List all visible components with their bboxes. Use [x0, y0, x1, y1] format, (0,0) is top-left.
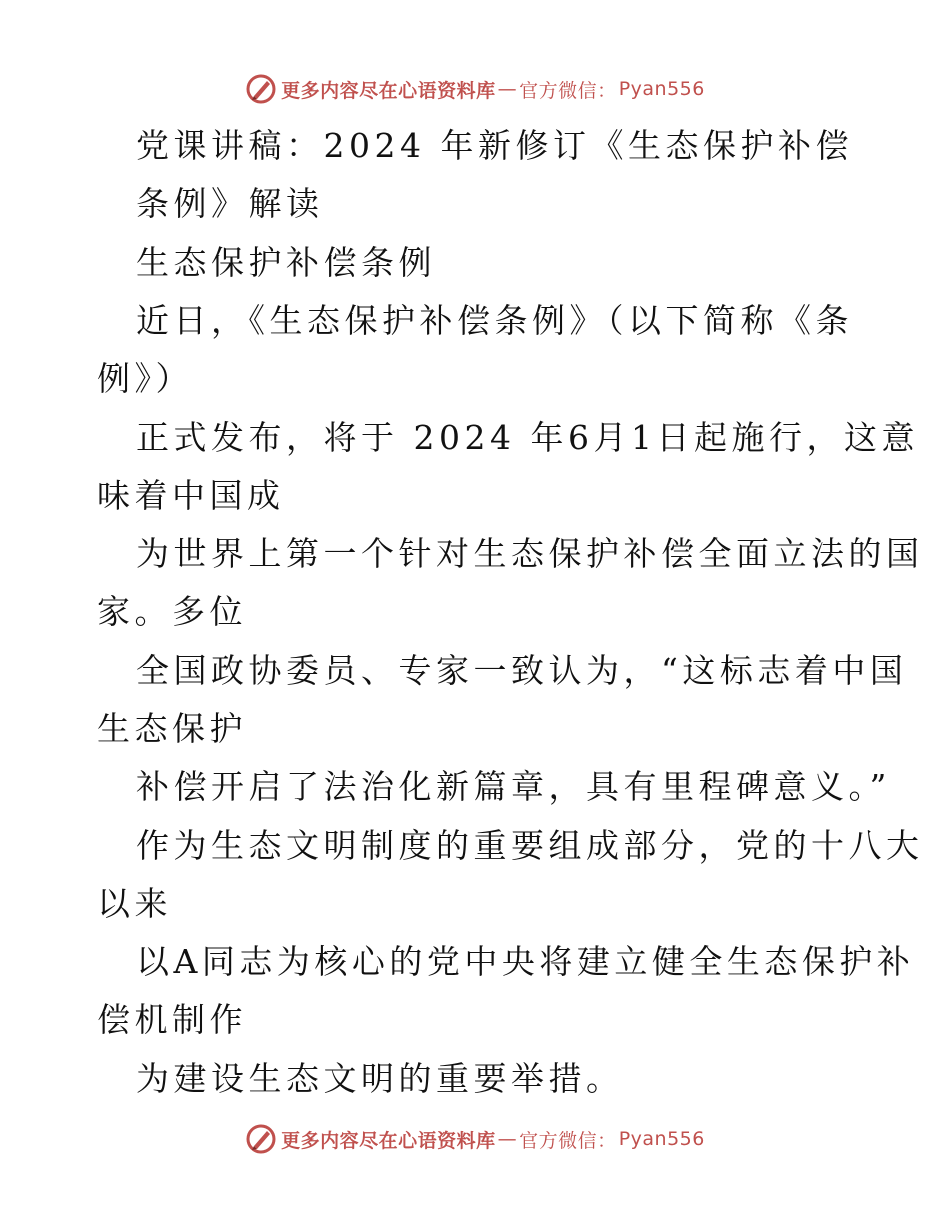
pen-logo-icon	[245, 1123, 277, 1155]
banner-official-label: 官方微信：	[519, 79, 617, 102]
doc-paragraph-line: 全国政协委员、专家一致认为，“这标志着中国	[136, 651, 908, 690]
doc-paragraph-line: 补偿开启了法治化新篇章，具有里程碑意义。”	[136, 767, 891, 806]
doc-paragraph-line: 家。多位	[97, 592, 247, 631]
doc-paragraph-line: 例》）	[97, 359, 193, 398]
banner-brand-text: 更多内容尽在心语资料库	[281, 1129, 496, 1152]
doc-title-line-2: 条例》解读	[136, 184, 324, 223]
doc-paragraph-line: 正式发布，将于 2024 年6月1日起施行，这意	[136, 418, 919, 457]
banner-wechat-id: Pyan556	[618, 1128, 705, 1150]
doc-paragraph-line: 为世界上第一个针对生态保护补偿全面立法的国	[136, 534, 924, 573]
doc-paragraph-line: 以来	[97, 884, 172, 923]
doc-paragraph-line: 以A同志为核心的党中央将建立健全生态保护补	[136, 942, 915, 981]
doc-subtitle: 生态保护补偿条例	[136, 243, 436, 282]
doc-paragraph-line: 生态保护	[97, 709, 247, 748]
banner-separator: —	[497, 78, 518, 100]
doc-paragraph-line: 味着中国成	[97, 476, 285, 515]
doc-paragraph-line: 作为生态文明制度的重要组成部分，党的十八大	[136, 826, 924, 865]
footer-watermark-banner	[0, 1119, 950, 1159]
banner-wechat-id: Pyan556	[618, 78, 705, 100]
banner-official-label: 官方微信：	[519, 1129, 617, 1152]
doc-paragraph-line: 偿机制作	[97, 1000, 247, 1039]
doc-paragraph-line: 为建设生态文明的重要举措。	[136, 1059, 624, 1098]
banner-separator: —	[497, 1128, 518, 1150]
doc-paragraph-line: 近日，《生态保护补偿条例》（以下简称《条	[136, 301, 853, 340]
doc-title-line-1: 党课讲稿：2024 年新修订《生态保护补偿	[136, 126, 853, 165]
banner-brand-text: 更多内容尽在心语资料库	[281, 79, 496, 102]
